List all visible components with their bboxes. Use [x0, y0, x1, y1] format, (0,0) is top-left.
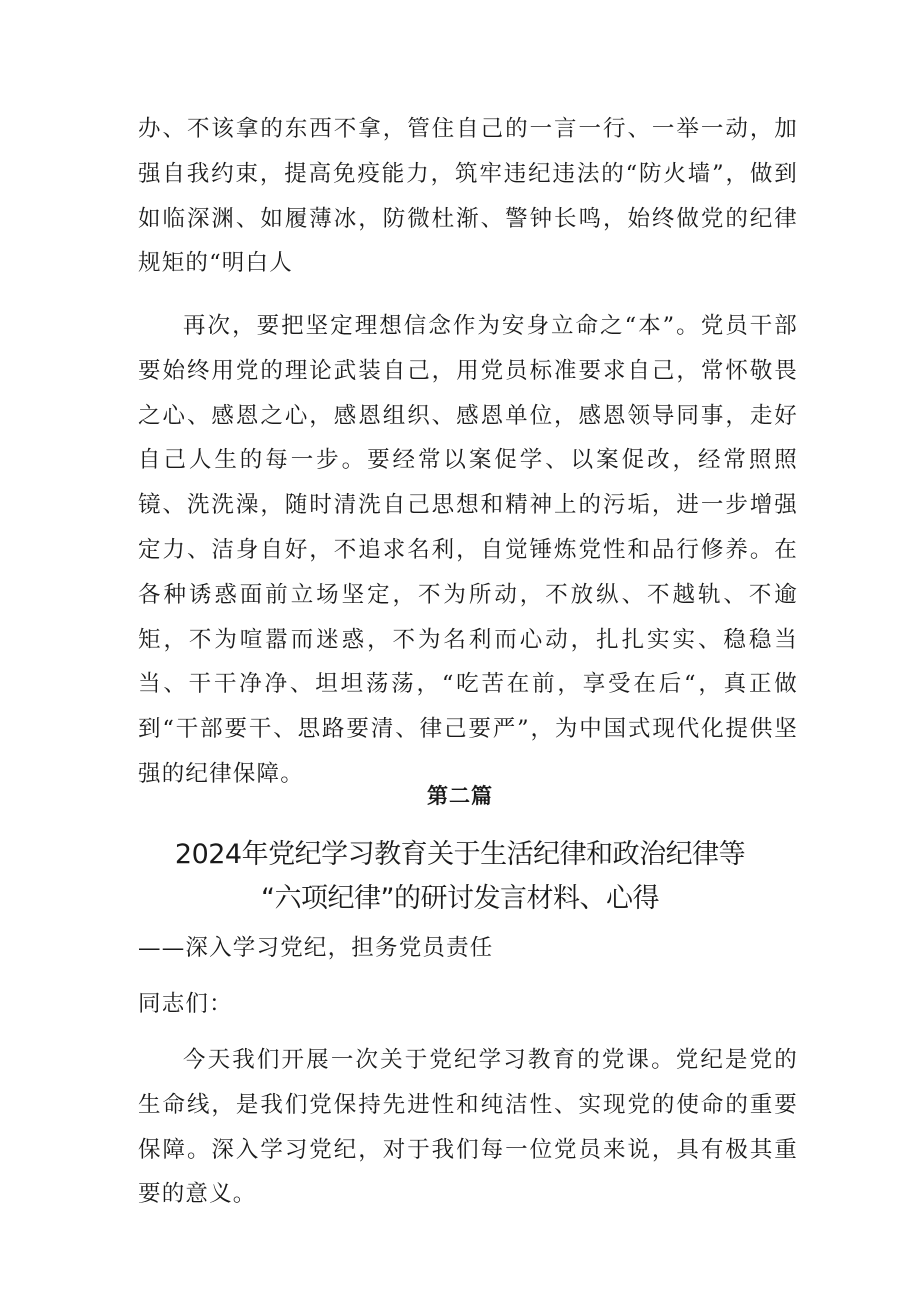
- salutation: 同志们：: [138, 991, 233, 1017]
- paragraph-reaffirm: 再次，要把坚定理想信念作为安身立命之“本”。党员干部要始终用党的理论武装自己，用党员标准要求自己，常怀敬畏之心、感恩之心，感恩组织、感恩单位，感恩领导同事，走好自己人生的每一步。要经常以案促学、以案促改，经常照照镜、洗洗澡，随时清洗自己思想和精神上的污垢，进一步增强定力、洁身自好，不追求名利，自觉锤炼党性和品行修养。在各种诱惑面前立场坚定，不为所动，不放纵、不越轨、不逾矩，不为喧嚣而迷惑，不为名利而心动，扎扎实实、稳稳当当、干干净净、坦坦荡荡，“吃苦在前，享受在后“，真正做到“干部要干、思路要清、律己要严”，为中国式现代化提供坚强的纪律保障。: [138, 313, 798, 787]
- document-subtitle: ——深入学习党纪，担务党员责任: [138, 935, 494, 961]
- paragraph-continued: 办、不该拿的东西不拿，管住自己的一言一行、一举一动，加强自我约束，提高免疫能力，筑牢违纪违法的“防火墙”，做到如临深渊、如履薄冰，防微杜渐、警钟长鸣，始终做党的纪律规矩的“明白人: [138, 116, 798, 277]
- document-title-line-1: 2024年党纪学习教育关于生活纪律和政治纪律等: [174, 839, 746, 870]
- document-title-line-2: “六项纪律”的研讨发言材料、心得: [261, 883, 659, 914]
- section-label: 第二篇: [427, 784, 493, 808]
- paragraph-intro: 今天我们开展一次关于党纪学习教育的党课。党纪是党的生命线，是我们党保持先进性和纯洁性、实现党的使命的重要保障。深入学习党纪，对于我们每一位党员来说，具有极其重要的意义。: [138, 1047, 798, 1208]
